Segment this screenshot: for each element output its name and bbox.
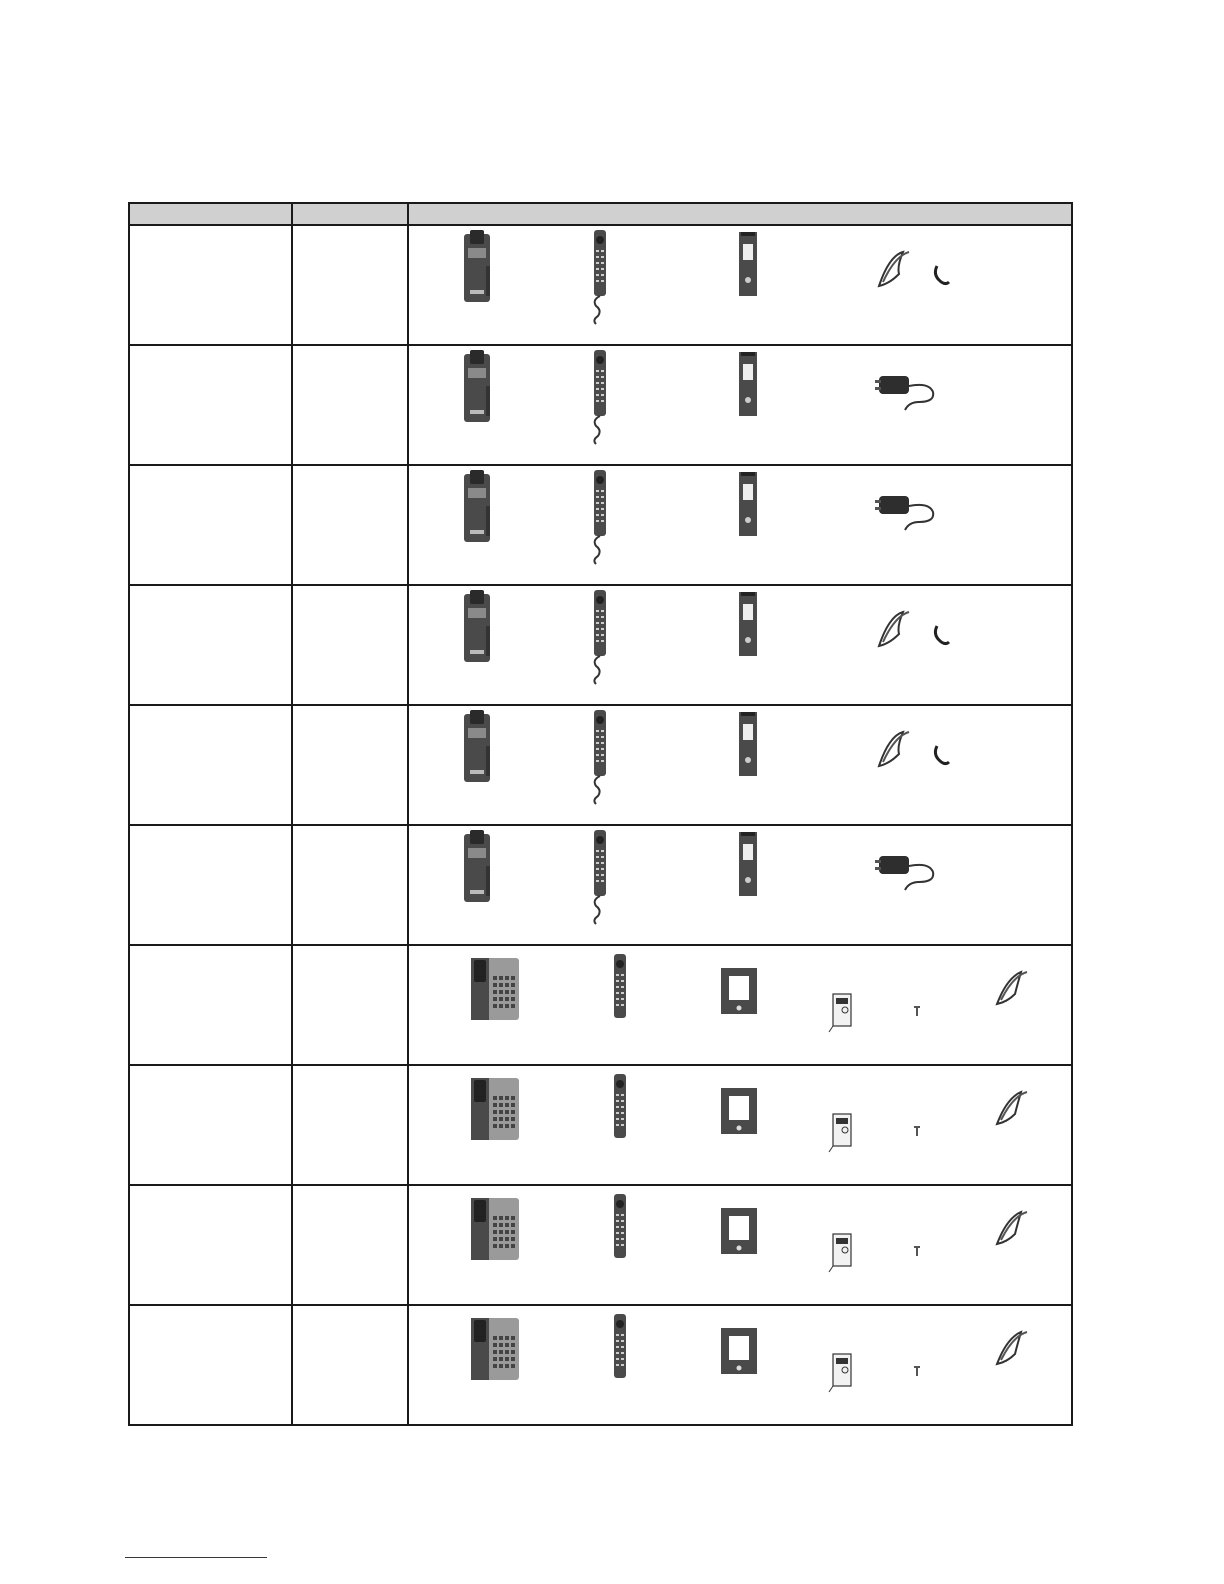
screw-icon: [914, 1246, 920, 1256]
wall-mount-plate-icon: [739, 472, 757, 536]
line-cords-icon: [879, 252, 949, 286]
header-quantity: [292, 203, 408, 225]
base-unit-icon: [464, 470, 490, 542]
handset-icon: [614, 1314, 626, 1378]
table-row: [129, 1185, 1072, 1305]
desk-phone-icon: [471, 958, 519, 1020]
model-cell: [129, 465, 292, 585]
contents-cell: [408, 345, 1072, 465]
corded-handset-icon: [594, 830, 606, 924]
quantity-cell: [292, 225, 408, 345]
battery-icon: [829, 994, 851, 1032]
contents-cell: [408, 825, 1072, 945]
table-row: [129, 705, 1072, 825]
wall-bracket-icon: [721, 1208, 757, 1254]
model-cell: [129, 585, 292, 705]
battery-icon: [829, 1354, 851, 1392]
footnote-rule: [125, 1557, 267, 1558]
quantity-cell: [292, 1305, 408, 1425]
wall-mount-plate-icon: [739, 592, 757, 656]
quantity-cell: [292, 945, 408, 1065]
battery-icon: [829, 1114, 851, 1152]
table-row: [129, 585, 1072, 705]
quantity-cell: [292, 705, 408, 825]
model-cell: [129, 225, 292, 345]
model-cell: [129, 1185, 292, 1305]
corded-handset-icon: [594, 230, 606, 324]
model-cell: [129, 345, 292, 465]
contents-cell: [408, 585, 1072, 705]
contents-cell: [408, 945, 1072, 1065]
battery-icon: [829, 1234, 851, 1272]
corded-handset-icon: [594, 350, 606, 444]
corded-handset-icon: [594, 710, 606, 804]
line-cord-icon: [997, 1092, 1027, 1124]
table-row: [129, 1305, 1072, 1425]
desk-phone-icon: [471, 1078, 519, 1140]
wall-bracket-icon: [721, 968, 757, 1014]
table-row: [129, 945, 1072, 1065]
line-cord-icon: [997, 972, 1027, 1004]
contents-cell: [408, 705, 1072, 825]
header-model: [129, 203, 292, 225]
screw-icon: [914, 1126, 920, 1136]
quantity-cell: [292, 585, 408, 705]
desk-phone-icon: [471, 1198, 519, 1260]
table-header-row: [129, 203, 1072, 225]
base-unit-icon: [464, 830, 490, 902]
model-cell: [129, 1305, 292, 1425]
table-row: [129, 465, 1072, 585]
model-cell: [129, 825, 292, 945]
screw-icon: [914, 1366, 920, 1376]
table-row: [129, 225, 1072, 345]
handset-icon: [614, 1074, 626, 1138]
quantity-cell: [292, 1185, 408, 1305]
desk-phone-icon: [471, 1318, 519, 1380]
screw-icon: [914, 1006, 920, 1016]
wall-mount-plate-icon: [739, 232, 757, 296]
power-adapter-icon: [875, 496, 933, 530]
line-cords-icon: [879, 732, 949, 766]
handset-icon: [614, 1194, 626, 1258]
corded-handset-icon: [594, 590, 606, 684]
base-unit-icon: [464, 350, 490, 422]
base-unit-icon: [464, 230, 490, 302]
corded-handset-icon: [594, 470, 606, 564]
wall-mount-plate-icon: [739, 352, 757, 416]
line-cord-icon: [997, 1212, 1027, 1244]
model-cell: [129, 945, 292, 1065]
contents-cell: [408, 225, 1072, 345]
quantity-cell: [292, 465, 408, 585]
wall-mount-plate-icon: [739, 832, 757, 896]
contents-cell: [408, 1185, 1072, 1305]
power-adapter-icon: [875, 376, 933, 410]
quantity-cell: [292, 825, 408, 945]
quantity-cell: [292, 345, 408, 465]
wall-bracket-icon: [721, 1088, 757, 1134]
parts-table: [128, 202, 1073, 1426]
model-cell: [129, 1065, 292, 1185]
quantity-cell: [292, 1065, 408, 1185]
header-contents: [408, 203, 1072, 225]
wall-bracket-icon: [721, 1328, 757, 1374]
contents-cell: [408, 1065, 1072, 1185]
line-cords-icon: [879, 612, 949, 646]
model-cell: [129, 705, 292, 825]
contents-cell: [408, 1305, 1072, 1425]
handset-icon: [614, 954, 626, 1018]
table-row: [129, 825, 1072, 945]
table-row: [129, 1065, 1072, 1185]
line-cord-icon: [997, 1332, 1027, 1364]
wall-mount-plate-icon: [739, 712, 757, 776]
power-adapter-icon: [875, 856, 933, 890]
contents-cell: [408, 465, 1072, 585]
table-row: [129, 345, 1072, 465]
base-unit-icon: [464, 710, 490, 782]
base-unit-icon: [464, 590, 490, 662]
